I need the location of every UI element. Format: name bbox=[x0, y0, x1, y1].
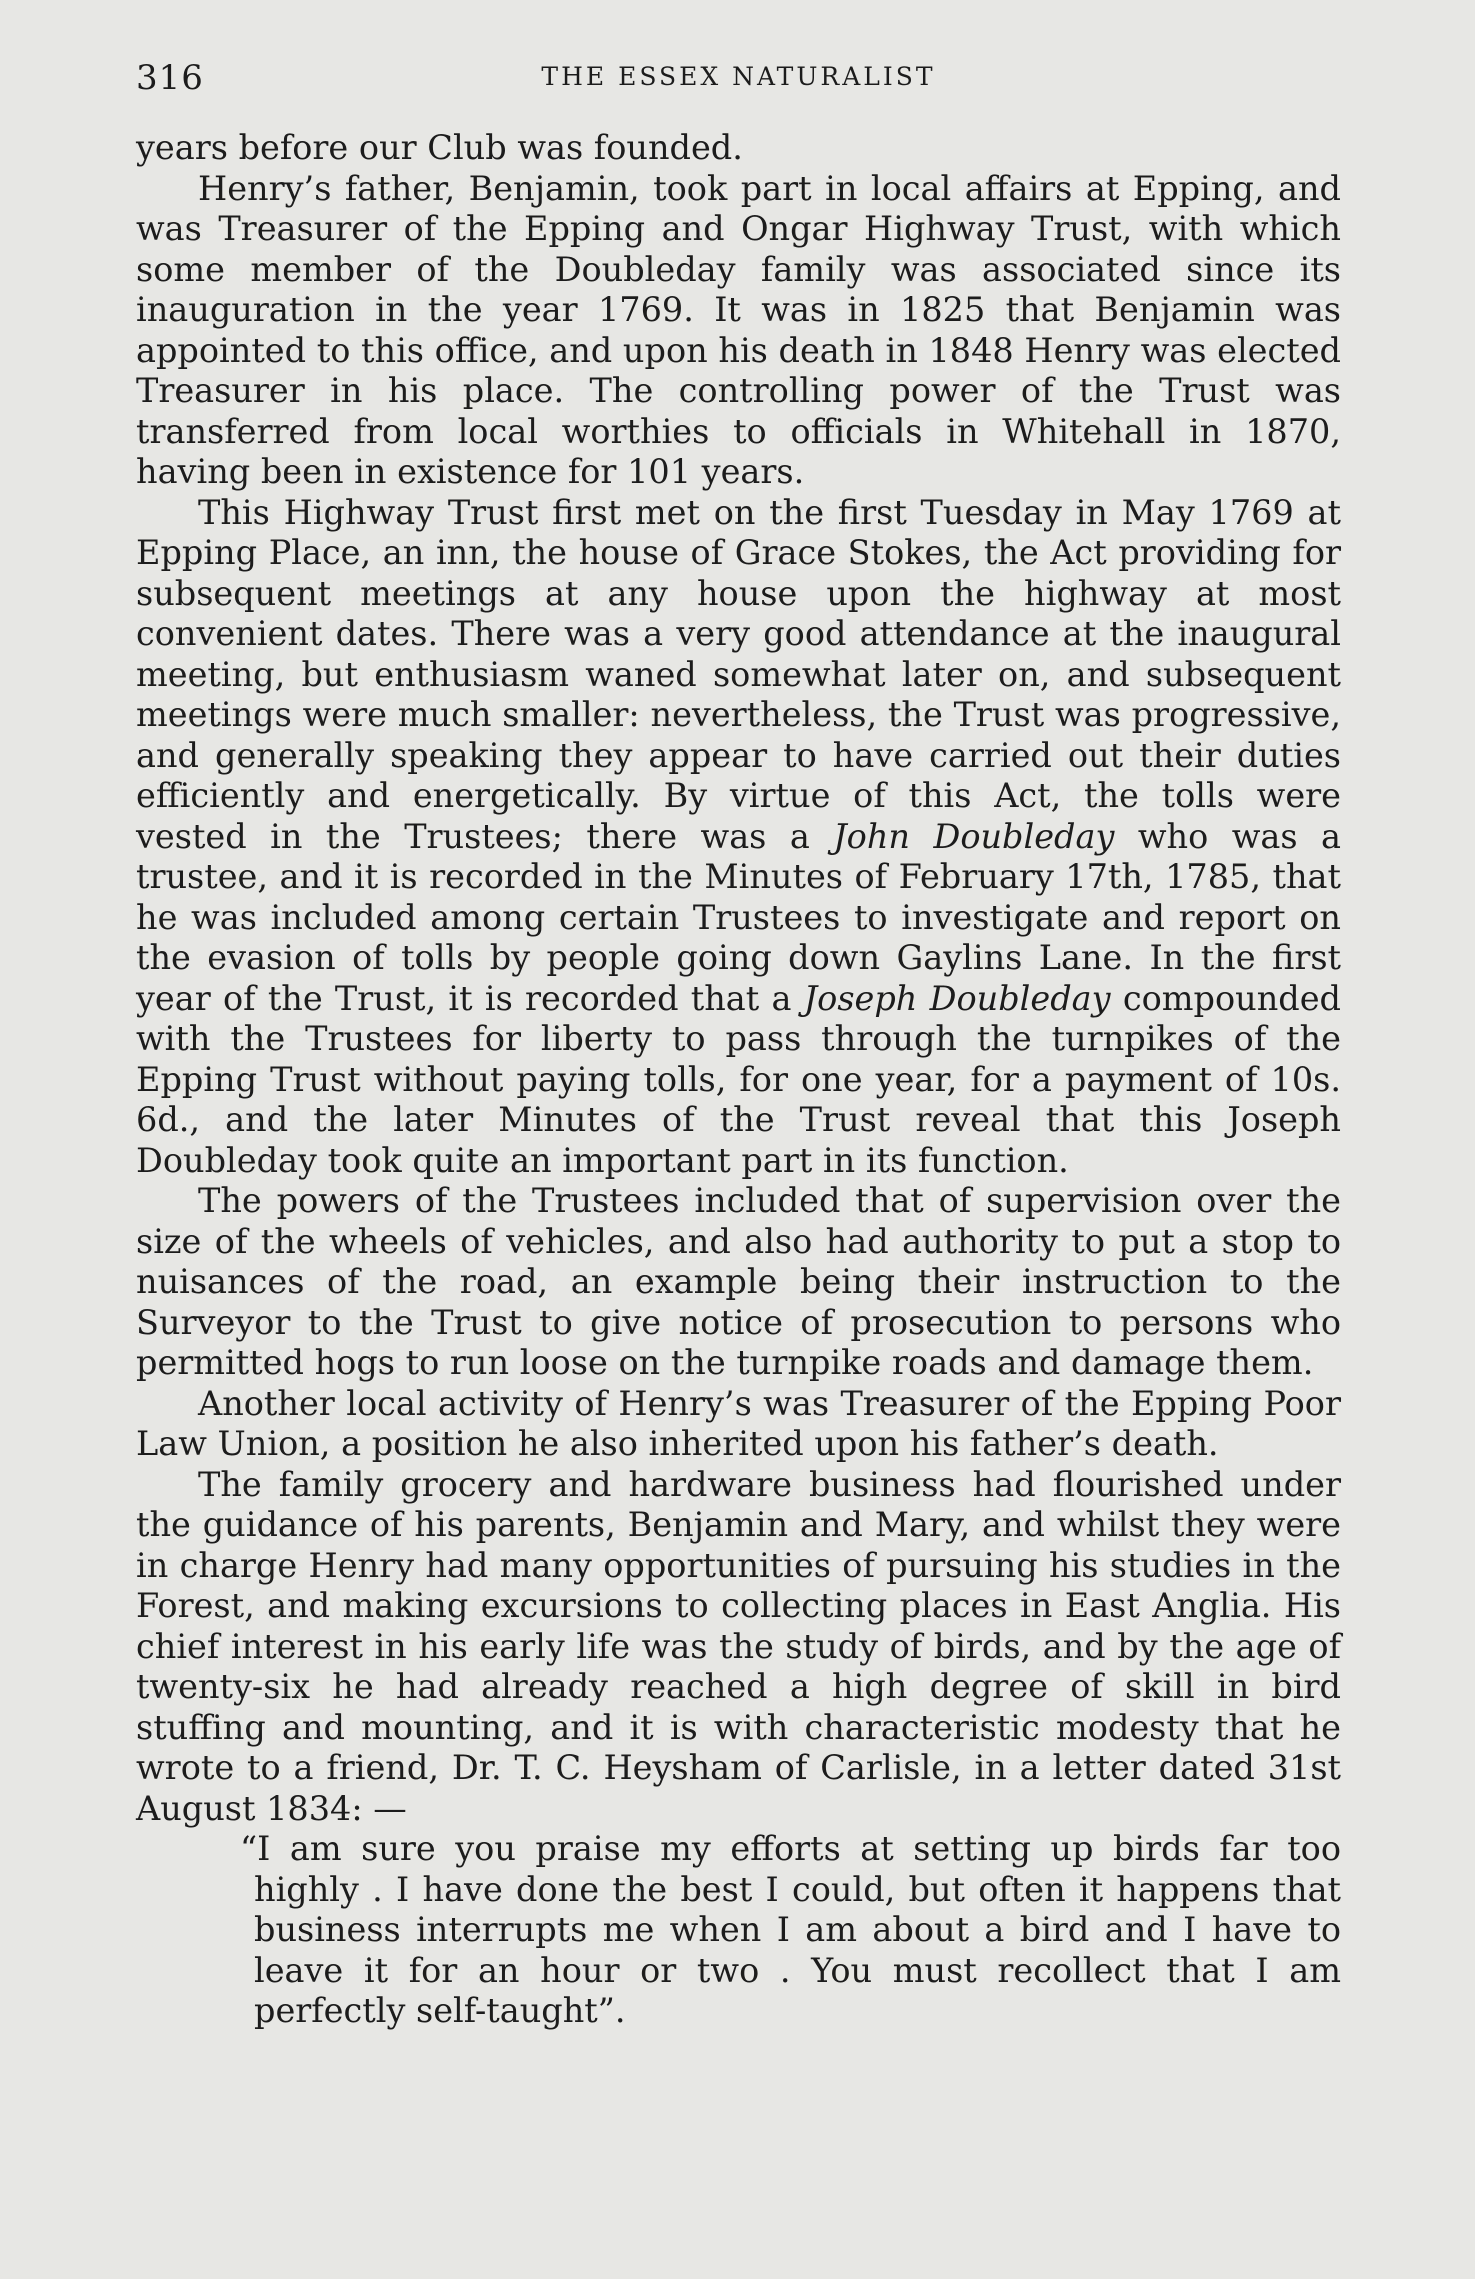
page-header bbox=[136, 58, 1341, 98]
paragraph-poor-law-union: Another local activity of Henry’s was Treasurer of the Epping Poor Law Union, a position he also inherited upon his father’s death. bbox=[136, 1383, 1341, 1463]
paragraph-text: who was a trustee, and it is recorded in the Minutes of February 17th, 1785, that he was included among certain Trustees to investigate and report on the evasion of tolls by people going down Gaylins Lane. In the first year of the Trust, it is recorded that a bbox=[136, 816, 1341, 1018]
paragraph-family-business: The family grocery and hardware business had flourished under the guidance of his parents, Benjamin and Mary, and whilst they were in charge Henry had many opportunities of pursuing his studies in the Forest, and making excursions to collecting places in East Anglia. His chief interest in his early life was the study of birds, and by the age of twenty-six he had already reached a high degree of skill in bird stuffing and mounting, and it is with characteristic modesty that he wrote to a friend, Dr. T. C. Heysham of Carlisle, in a letter dated 31st August 1834: — bbox=[136, 1464, 1341, 1828]
paragraph-highway-trust: Henry’s father, Benjamin, took part in local affairs at Epping, and was Treasurer of the Epping and Ongar Highway Trust, with which some member of the Doubleday family was associated since its inauguration in the year 1769. It was in 1825 that Benjamin was appointed to this office, and upon his death in 1848 Henry was elected Treasurer in his place. The controlling power of the Trust was transferred from local worthies to officials in Whitehall in 1870, having been in existence for 101 years. bbox=[136, 168, 1341, 491]
paragraph-trustee-powers: The powers of the Trustees included that of supervision over the size of the wheels of vehicles, and also had authority to put a stop to nuisances of the road, an example being their instruction to the Surveyor to the Trust to give notice of prosecution to persons who permitted hogs to run loose on the turnpike roads and damage them. bbox=[136, 1181, 1341, 1382]
paragraph-continuation: years before our Club was founded. bbox=[136, 128, 743, 167]
name-john-doubleday: John Doubleday bbox=[833, 816, 1115, 856]
paragraph-trust-meetings bbox=[136, 493, 1341, 1182]
paragraph-text: compounded with the Trustees for liberty to pass through the turnpikes of the Epping Trust without paying tolls, for one year, for a payment of 10s. 6d., and the later Minutes of the Trust reveal that this Joseph Doubleday took quite an important part in its function. bbox=[136, 978, 1341, 1180]
paragraph-text: This Highway Trust first met on the first Tuesday in May 1769 at Epping Place, an inn, the house of Grace Stokes, the Act providing for subsequent meetings at any house upon the highway at most convenient dates. There was a very good attendance at the inaugural meeting, but enthusiasm waned somewhat later on, and subsequent meetings were much smaller: nevertheless, the Trust was progressive, and generally speaking they appear to have carried out their duties efficiently and energetically. By virtue of this Act, the tolls were vested in the Trustees; there was a bbox=[136, 492, 1341, 856]
body-text bbox=[136, 128, 1341, 2032]
page-number: 316 bbox=[136, 58, 204, 98]
running-title: THE ESSEX NATURALIST bbox=[541, 62, 936, 91]
name-joseph-doubleday: Joseph Doubleday bbox=[803, 978, 1111, 1018]
letter-quote: “I am sure you praise my efforts at setting up birds far too highly . I have done the best I could, but often it happens that business interrupts me when I am about a bird and I have to leave it for an hour or two . You must recollect that I am perfectly self-taught”. bbox=[240, 1829, 1341, 2030]
